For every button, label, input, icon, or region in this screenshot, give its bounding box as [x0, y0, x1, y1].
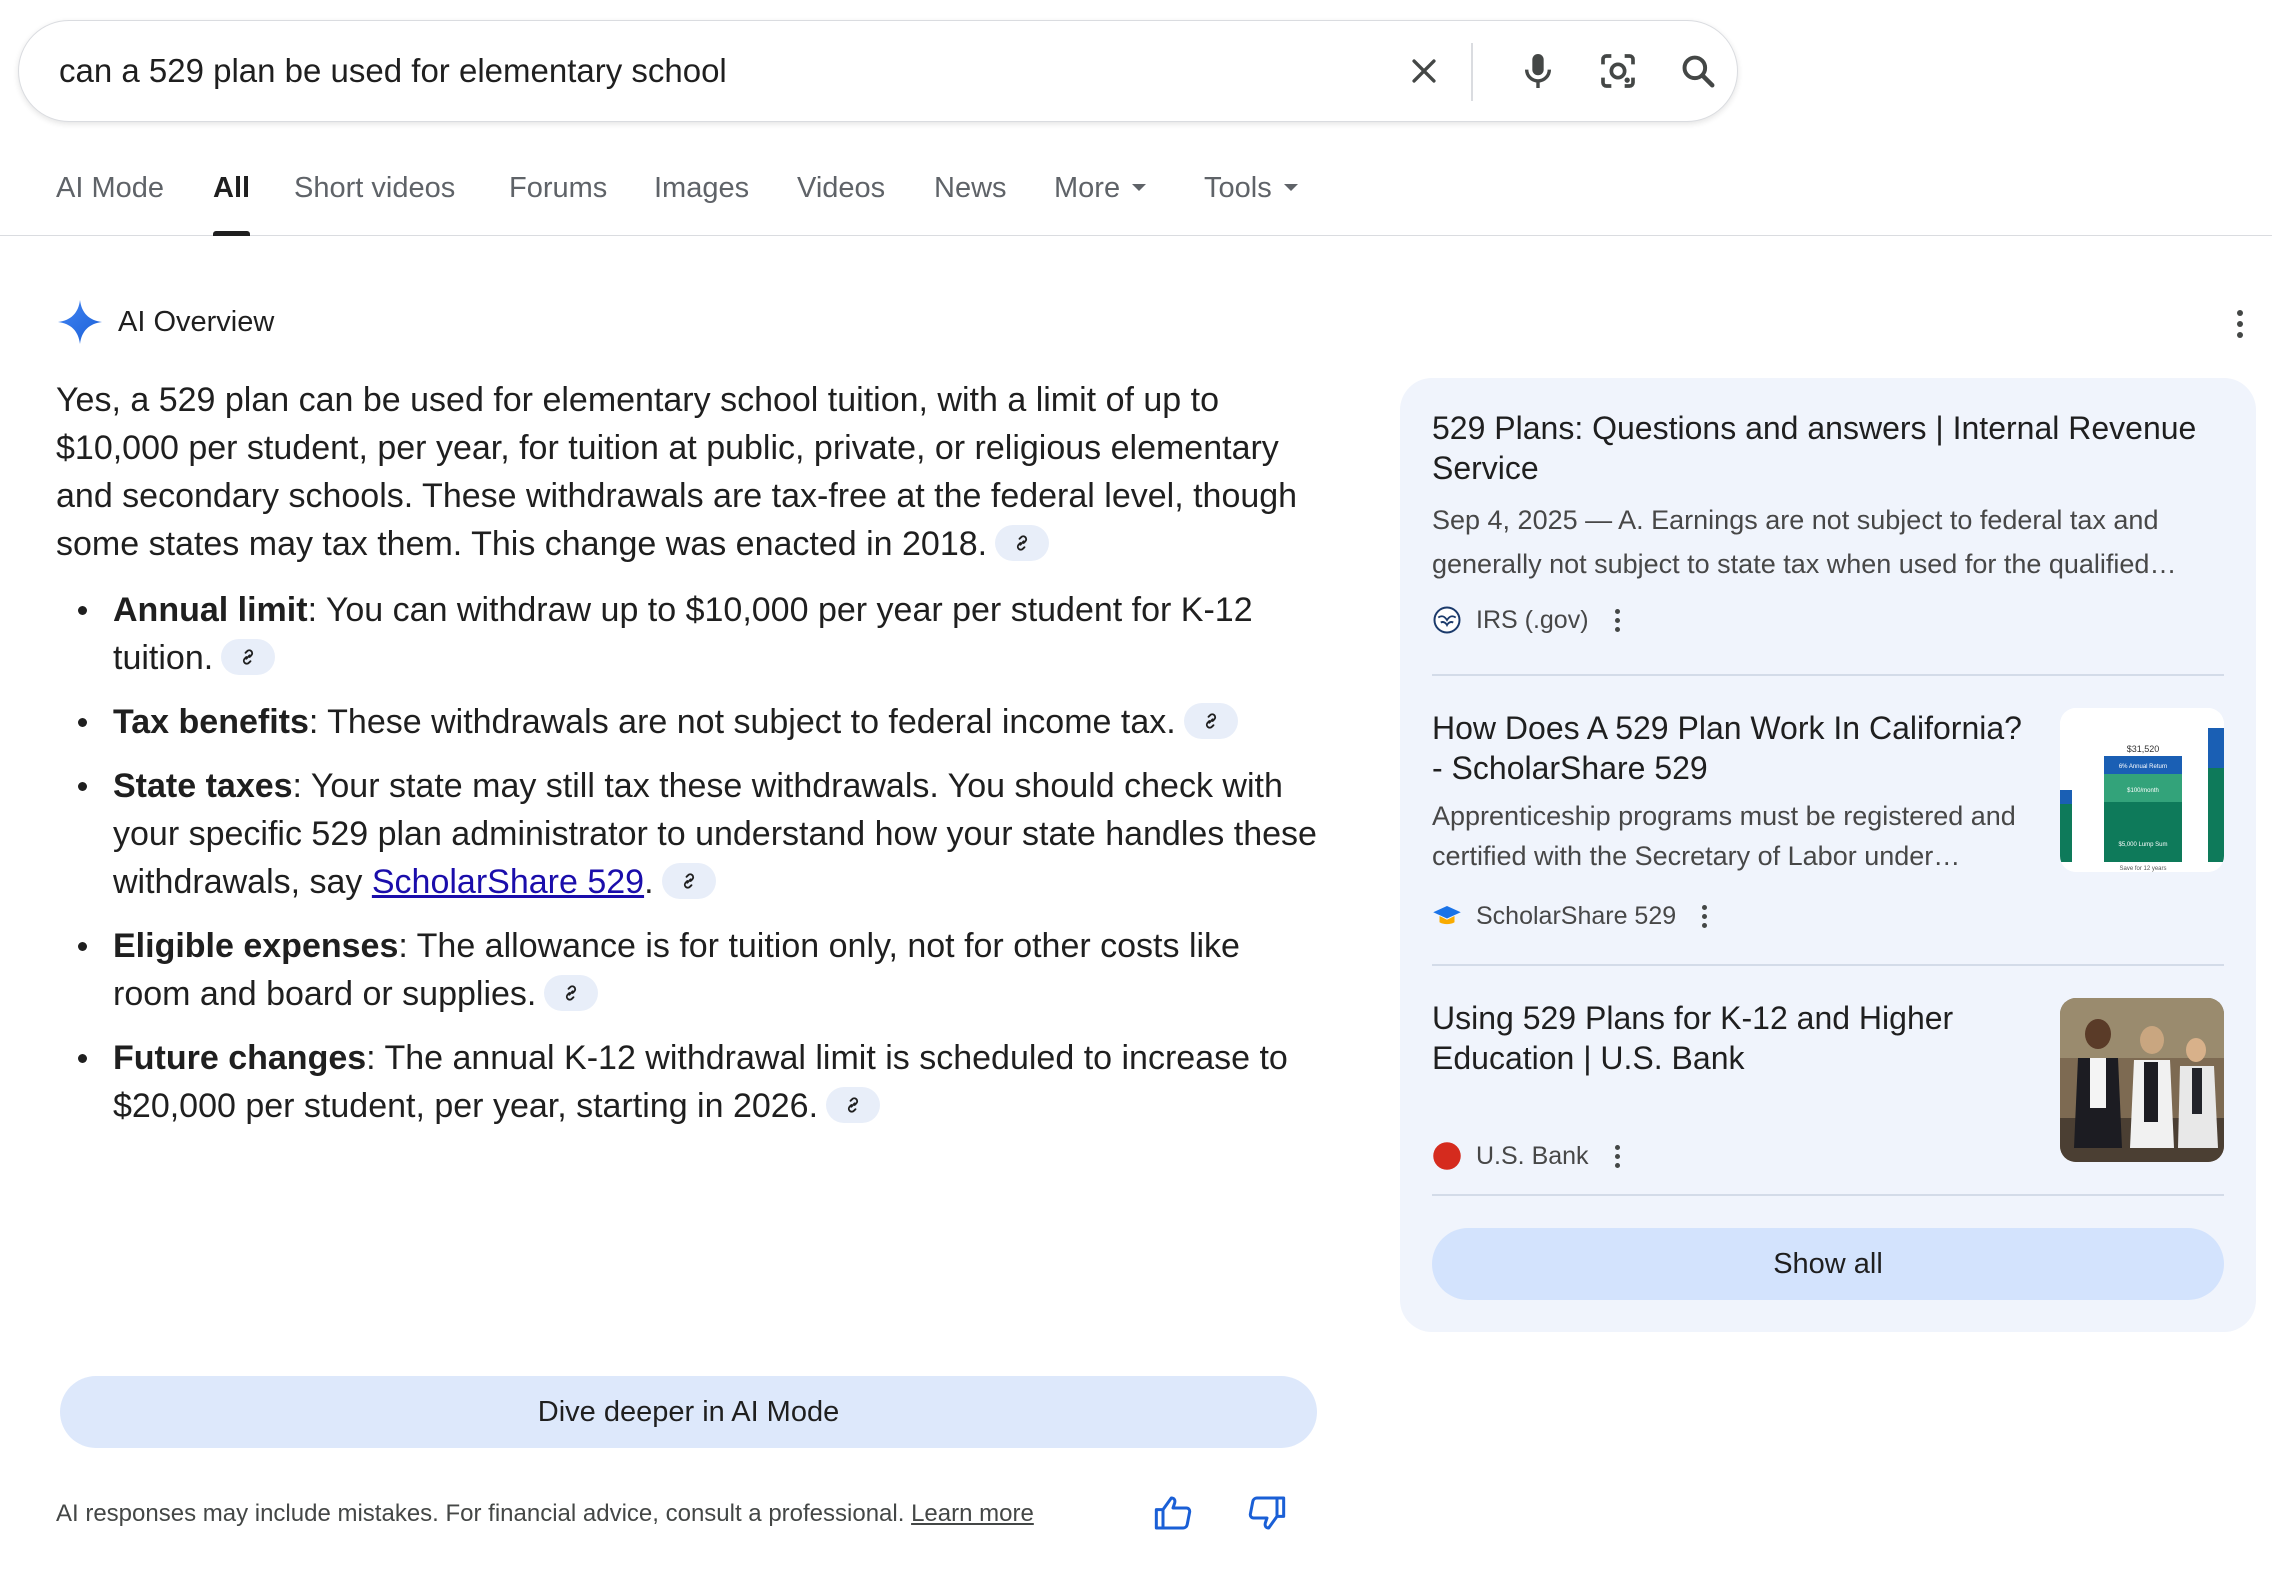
dive-deeper-button[interactable]: Dive deeper in AI Mode [60, 1376, 1317, 1448]
search-divider [1471, 43, 1473, 101]
source-card[interactable] [1432, 408, 2224, 640]
ai-overview-header [56, 296, 274, 348]
source-card[interactable] [1432, 708, 2032, 936]
tab-images[interactable]: Images [654, 172, 750, 204]
search-icon[interactable] [1673, 46, 1723, 96]
sources-panel [1400, 378, 2256, 1332]
overview-bullets [56, 586, 1326, 1130]
divider [1432, 964, 2224, 966]
tab-short-videos[interactable]: Short videos [294, 172, 456, 204]
sparkle-icon [56, 298, 104, 346]
source-card[interactable] [1432, 998, 2032, 1176]
citation-link-icon[interactable] [826, 1087, 880, 1123]
more-options-icon[interactable] [1615, 609, 1620, 632]
tab-tools[interactable]: Tools [1204, 172, 1298, 236]
microphone-icon[interactable] [1513, 46, 1563, 96]
tab-videos[interactable]: Videos [797, 172, 886, 204]
source-site: U.S. Bank [1476, 1141, 1589, 1170]
source-site: ScholarShare 529 [1476, 901, 1677, 930]
source-title[interactable]: Using 529 Plans for K-12 and Higher Education | U.S. Bank [1432, 1000, 1954, 1076]
divider [1432, 1194, 2224, 1196]
tab-all[interactable]: All [213, 172, 250, 236]
list-item: Future changes: The annual K-12 withdrawal limit is scheduled to increase to $20,000 per student, per year, starting in 2026. [56, 1034, 1326, 1130]
citation-link-icon[interactable] [662, 863, 716, 899]
source-footer [1432, 896, 2032, 936]
list-item: Eligible expenses: The allowance is for tuition only, not for other costs like room and board or supplies. [56, 922, 1326, 1018]
tab-more[interactable]: More [1054, 172, 1146, 236]
citation-link-icon[interactable] [995, 525, 1049, 561]
more-options-icon[interactable] [1702, 905, 1707, 928]
source-snippet: Sep 4, 2025 — A. Earnings are not subject to federal tax and generally not subject to state tax when used for the qualified… [1432, 505, 2177, 579]
more-options-icon[interactable] [1615, 1145, 1620, 1168]
students-photo-thumbnail[interactable] [2060, 998, 2224, 1162]
source-title[interactable]: 529 Plans: Questions and answers | Internal Revenue Service [1432, 410, 2197, 486]
citation-link-icon[interactable] [544, 975, 598, 1011]
clear-icon[interactable] [1399, 46, 1449, 96]
usbank-logo-icon [1432, 1141, 1462, 1171]
ai-overview-content [56, 376, 1326, 1146]
search-tabs [0, 160, 2272, 236]
thumb-label: $31,520 [2126, 744, 2160, 754]
list-item: Annual limit: You can withdraw up to $10,000 per year per student for K-12 tuition. [56, 586, 1326, 682]
lens-camera-icon[interactable] [1593, 46, 1643, 96]
scholarshare-chart-thumbnail[interactable] [2060, 708, 2224, 872]
graduation-cap-icon [1432, 901, 1462, 931]
thumb-label: 6% Annual Return [2118, 764, 2168, 770]
tab-ai-mode[interactable]: AI Mode [56, 172, 164, 204]
source-title[interactable]: How Does A 529 Plan Work In California? - ScholarShare 529 [1432, 710, 2022, 786]
learn-more-link[interactable]: Learn more [911, 1500, 1034, 1527]
tab-news[interactable]: News [934, 172, 1007, 204]
caret-down-icon [1284, 184, 1298, 191]
search-box[interactable] [18, 20, 1738, 122]
thumb-label: $100/month [2127, 788, 2159, 794]
citation-link-icon[interactable] [1184, 703, 1238, 739]
thumbs-down-icon[interactable] [1242, 1488, 1292, 1538]
thumb-label: Save for 12 years [2119, 866, 2167, 872]
source-site: IRS (.gov) [1476, 605, 1589, 634]
caret-down-icon [1132, 184, 1146, 191]
more-options-icon[interactable] [2222, 304, 2258, 344]
divider [1432, 674, 2224, 676]
citation-link-icon[interactable] [221, 639, 275, 675]
overview-intro: Yes, a 529 plan can be used for elementary school tuition, with a limit of up to $10,000 per student, per year, for tuition at public, private, or religious elementary and secondary schools. These withdrawals are tax-free at the federal level, though some states may tax them. This change was enacted in 2018. [56, 381, 1298, 563]
source-footer [1432, 600, 2224, 640]
list-item: State taxes: Your state may still tax these withdrawals. You should check with your specific 529 plan administrator to understand how your state handles these withdrawals, say ScholarShare 529. [56, 762, 1326, 906]
ai-overview-title: AI Overview [118, 305, 275, 338]
disclaimer: AI responses may include mistakes. For financial advice, consult a professional. Learn more [56, 1500, 1034, 1527]
tab-forums[interactable]: Forums [509, 172, 608, 204]
source-footer [1432, 1136, 2032, 1176]
thumb-label: $5,000 Lump Sum [2118, 842, 2168, 848]
source-snippet: Apprenticeship programs must be registered and certified with the Secretary of Labor under… [1432, 801, 2016, 871]
thumbs-up-icon[interactable] [1148, 1488, 1198, 1538]
list-item: Tax benefits: These withdrawals are not subject to federal income tax. [56, 698, 1326, 746]
search-input[interactable] [59, 21, 1379, 121]
show-all-button[interactable]: Show all [1432, 1228, 2224, 1300]
irs-eagle-icon [1432, 605, 1462, 635]
scholarshare-link[interactable]: ScholarShare 529 [371, 863, 645, 901]
